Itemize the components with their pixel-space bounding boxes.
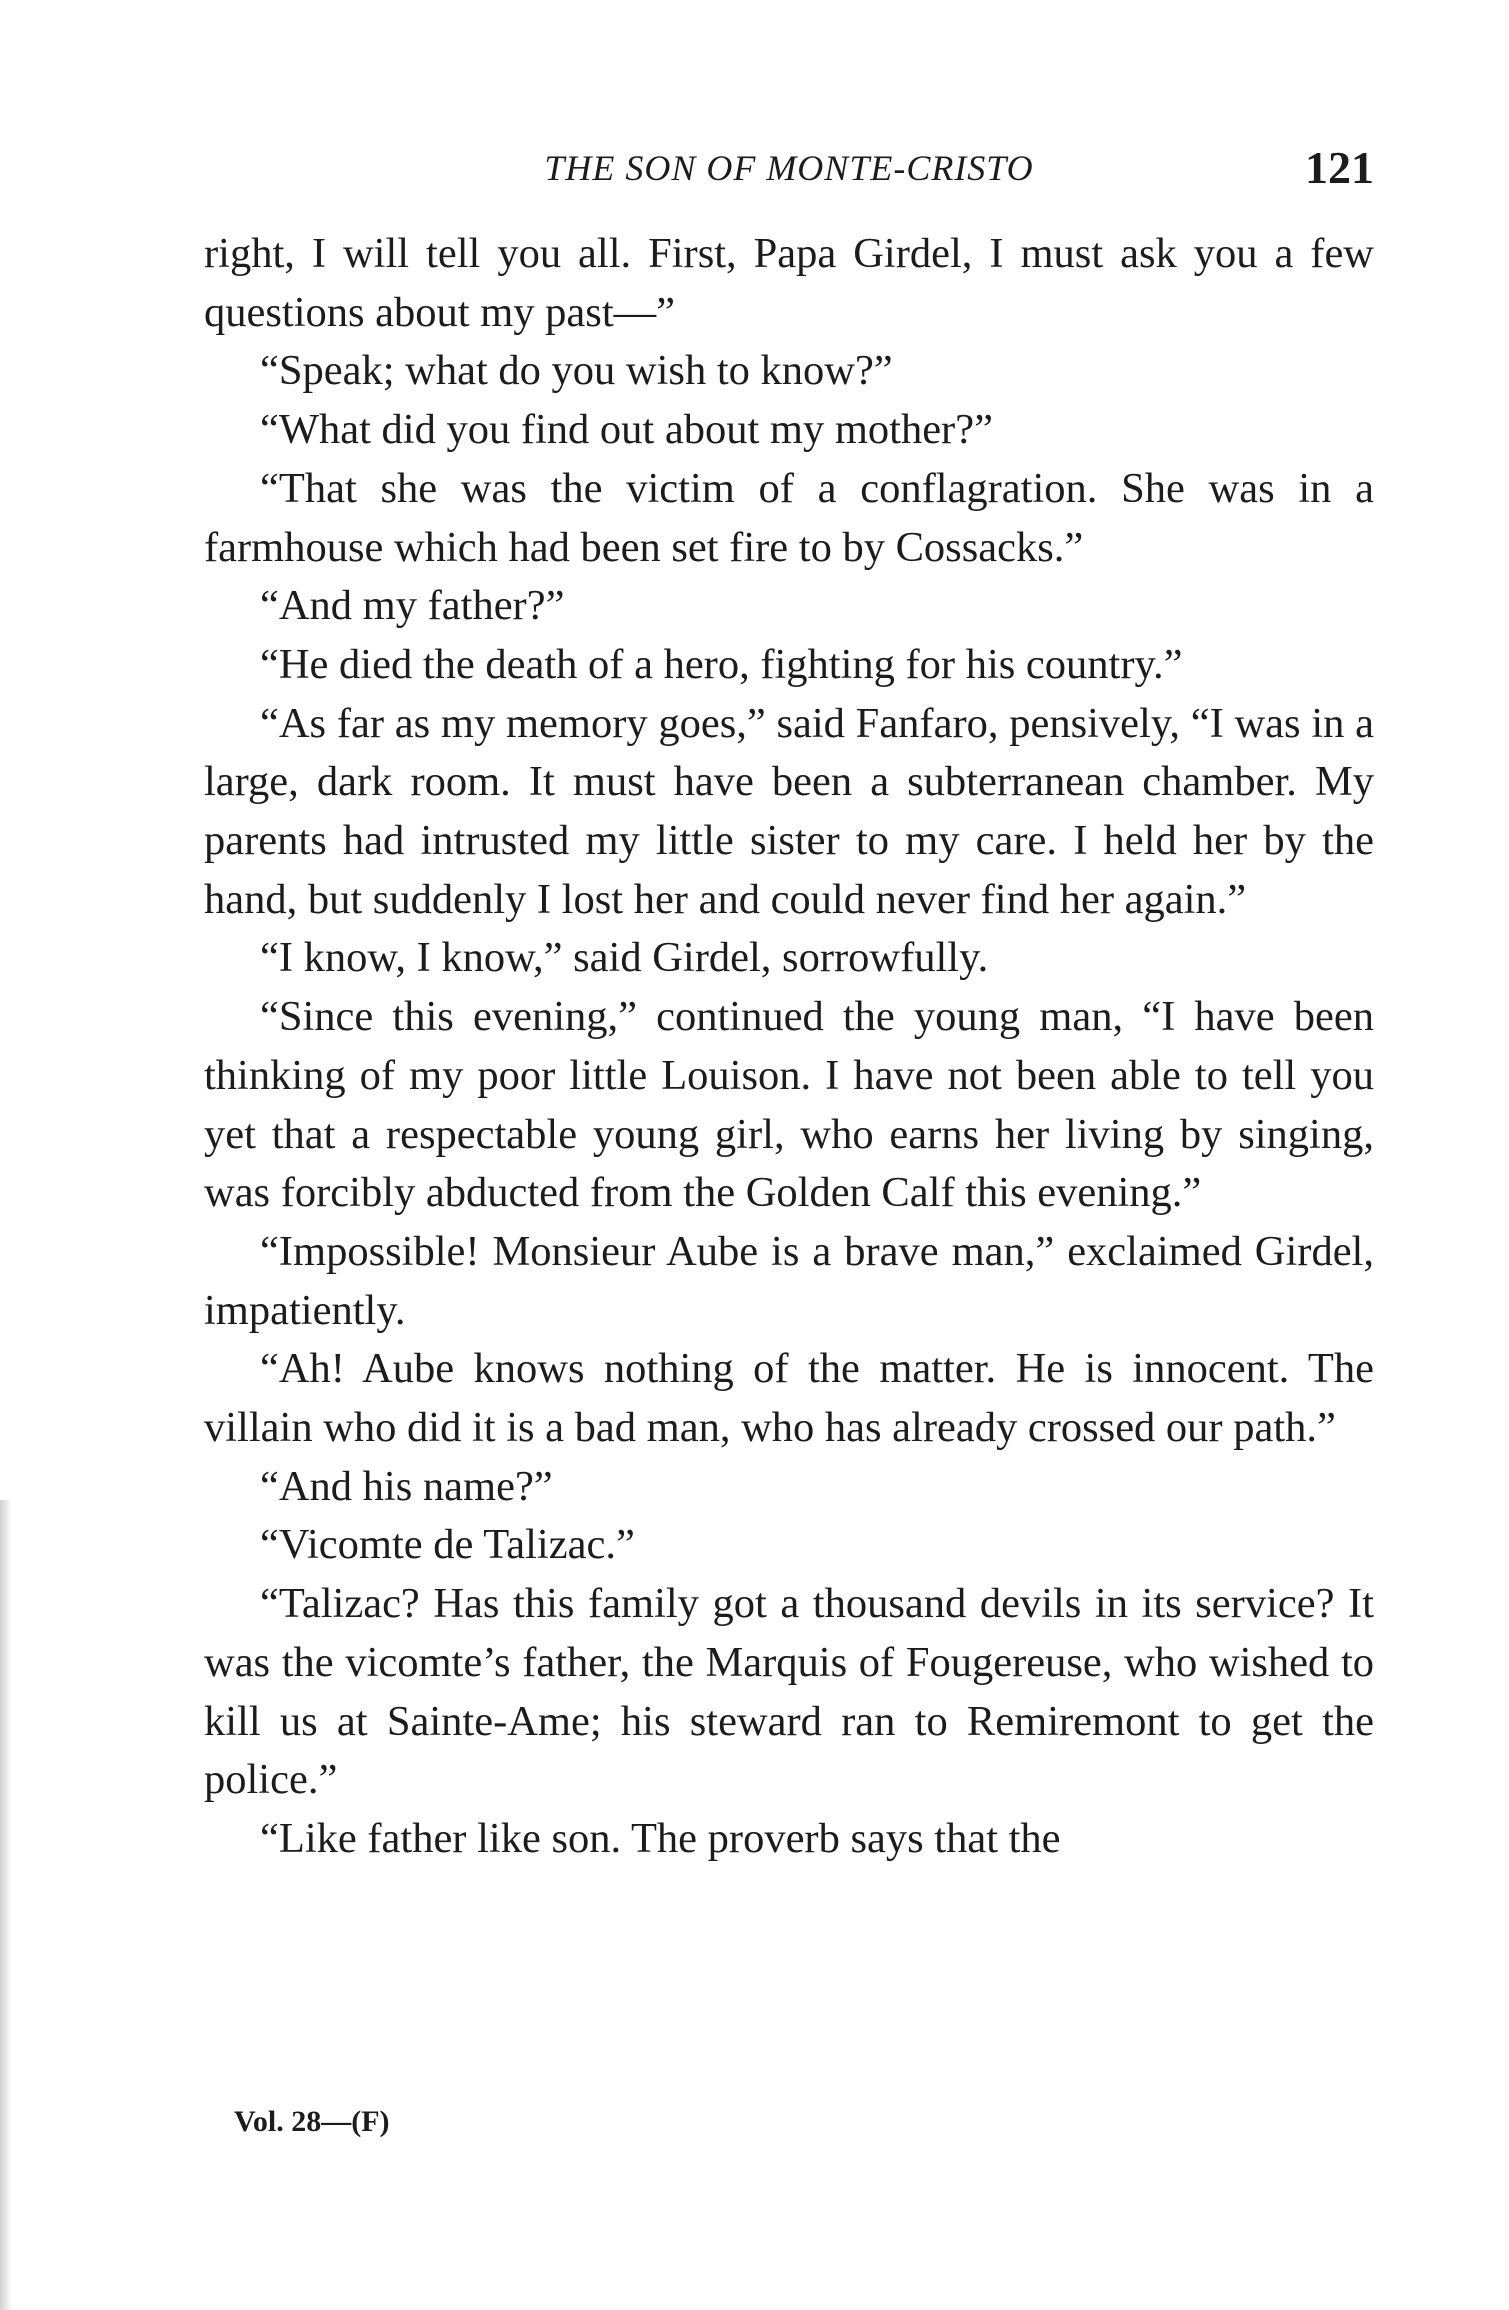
paragraph: “He died the death of a hero, fighting for his country.” [260, 640, 1183, 688]
signature-mark: Vol. 28—(F) [234, 2105, 390, 2138]
paragraph: “What did you find out about my mother?” [260, 406, 993, 454]
paragraph: “Vicomte de Talizac.” [260, 1521, 635, 1569]
paragraph: “Talizac? Has this family got a thousand devils in its service? It was the vicomte’s father, the Marquis of Fougereuse, who wished to kill us at Sainte-Ame; his steward ran to Remiremont to get the police.” [204, 1580, 1374, 1804]
paragraph: “And my father?” [260, 582, 565, 630]
paragraph: “Speak; what do you wish to know?” [260, 347, 893, 395]
page-edge-shadow [0, 1500, 12, 2310]
paragraph: “As far as my memory goes,” said Fanfaro, pensively, “I was in a large, dark room. It must have been a subterranean chamber. My parents had intrusted my little sister to my care. I held her by the hand, but suddenly I lost her and could never find her again.” [204, 699, 1374, 923]
body-text [204, 225, 1374, 1869]
running-title: THE SON OF MONTE-CRISTO [544, 148, 1034, 188]
paragraph: “Since this evening,” continued the young man, “I have been thinking of my poor little Louison. I have not been able to tell you yet that a respectable young girl, who earns her living by singing, was forcibly abducted from the Golden Calf this evening.” [204, 993, 1374, 1217]
paragraph: “I know, I know,” said Girdel, sorrowfully. [260, 934, 989, 982]
page-header [204, 138, 1374, 198]
paragraph: “That she was the victim of a conflagration. She was in a farmhouse which had been set fire to by Cossacks.” [204, 464, 1374, 571]
paragraph: “And his name?” [260, 1462, 553, 1510]
paragraph: “Like father like son. The proverb says that the [260, 1814, 1061, 1862]
paragraph: right, I will tell you all. First, Papa Girdel, I must ask you a few questions about my past—” [204, 230, 1374, 336]
page-number: 121 [1305, 142, 1374, 193]
paragraph: “Impossible! Monsieur Aube is a brave man,” exclaimed Girdel, impatiently. [204, 1227, 1374, 1334]
paragraph: “Ah! Aube knows nothing of the matter. He is innocent. The villain who did it is a bad man, who has already crossed our path.” [204, 1345, 1374, 1452]
